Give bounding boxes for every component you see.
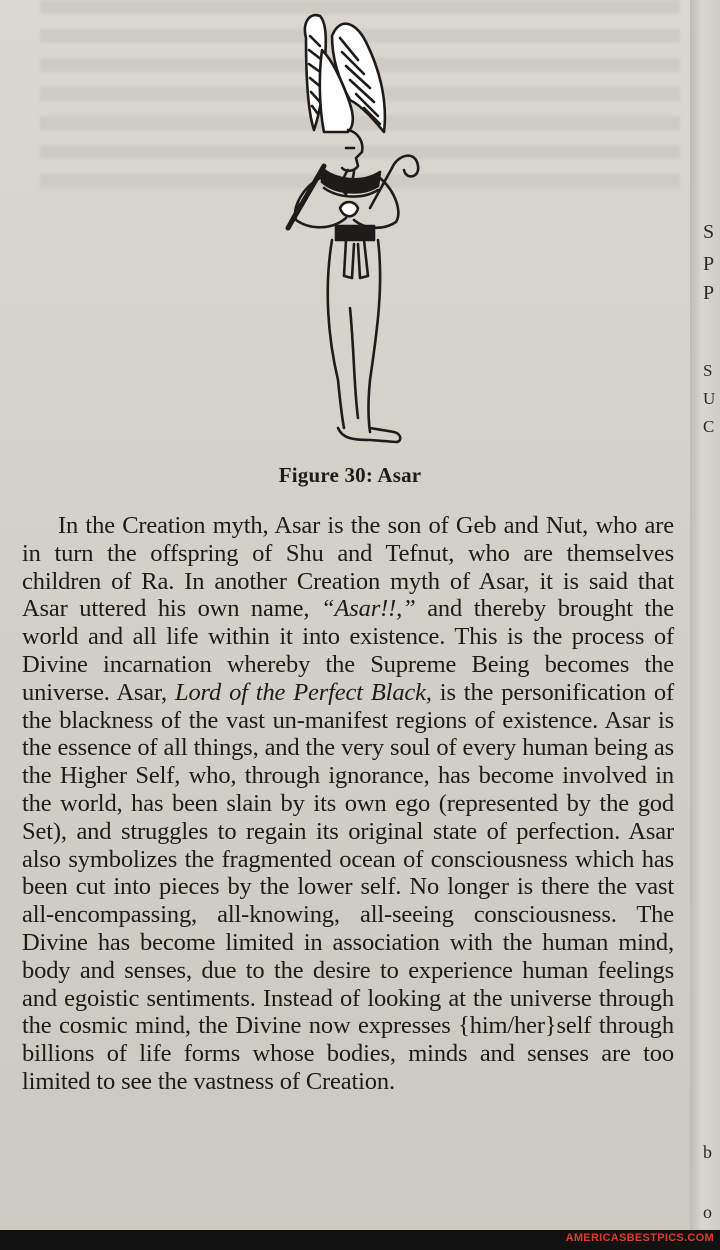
edge-letter: S <box>703 221 715 243</box>
edge-letter: o <box>703 1202 712 1222</box>
edge-letter: b <box>703 1142 712 1162</box>
paragraph-text-part-1: In the Creation myth, Asar is the son of Geb and Nut, who are in turn the offspring of Shu and Tefnut, who are themselves children of Ra. In another Creation myth of Asar, it is said that Asar uttered his own name, <box>22 512 674 623</box>
facing-page-edge <box>690 0 720 1230</box>
body-paragraph <box>22 512 674 1096</box>
figure-caption: Figure 30: Asar <box>278 463 422 487</box>
italic-title: Lord of the Perfect Black, <box>174 678 432 706</box>
edge-letter: C <box>703 417 715 436</box>
edge-letter: S <box>703 361 713 380</box>
edge-letter: U <box>703 389 716 408</box>
paragraph-text-part-3: is the personification of the blackness of the vast un-manifest regions of existence. Asar is the essence of all things, and the very soul of every human being as the Higher Self, who, through ignorance, has become involved in the world, has been slain by its own ego (represented by the god Set), and struggles to regain its original state of perfection. Asar also symbolizes the fragmented ocean of consciousness which has been cut into pieces by the lower self. No longer is there the vast all-encompassing, all-knowing, all-seeing consciousness. The Divine has become limited in association with the human mind, body and senses, due to the desire to experience human feelings and egoistic sentiments. Instead of looking at the universe through the cosmic mind, the Divine now expresses {him/her}self through billions of life forms whose bodies, minds and senses are too limited to see the vastness of Creation. <box>22 678 674 1095</box>
quoted-name: “Asar!!,” <box>320 595 416 623</box>
watermark-bar <box>0 1230 720 1250</box>
edge-letter: P <box>703 253 715 275</box>
paragraph-text-part-2: and thereby brought the world and all life within it into existence. This is the process of Divine incarnation whereby the Supreme Being becomes the universe. Asar, <box>22 595 675 706</box>
osiris-figure-icon <box>262 8 432 448</box>
watermark-text: AMERICASBESTPICS.COM <box>565 1232 714 1244</box>
edge-letter: P <box>703 282 715 304</box>
